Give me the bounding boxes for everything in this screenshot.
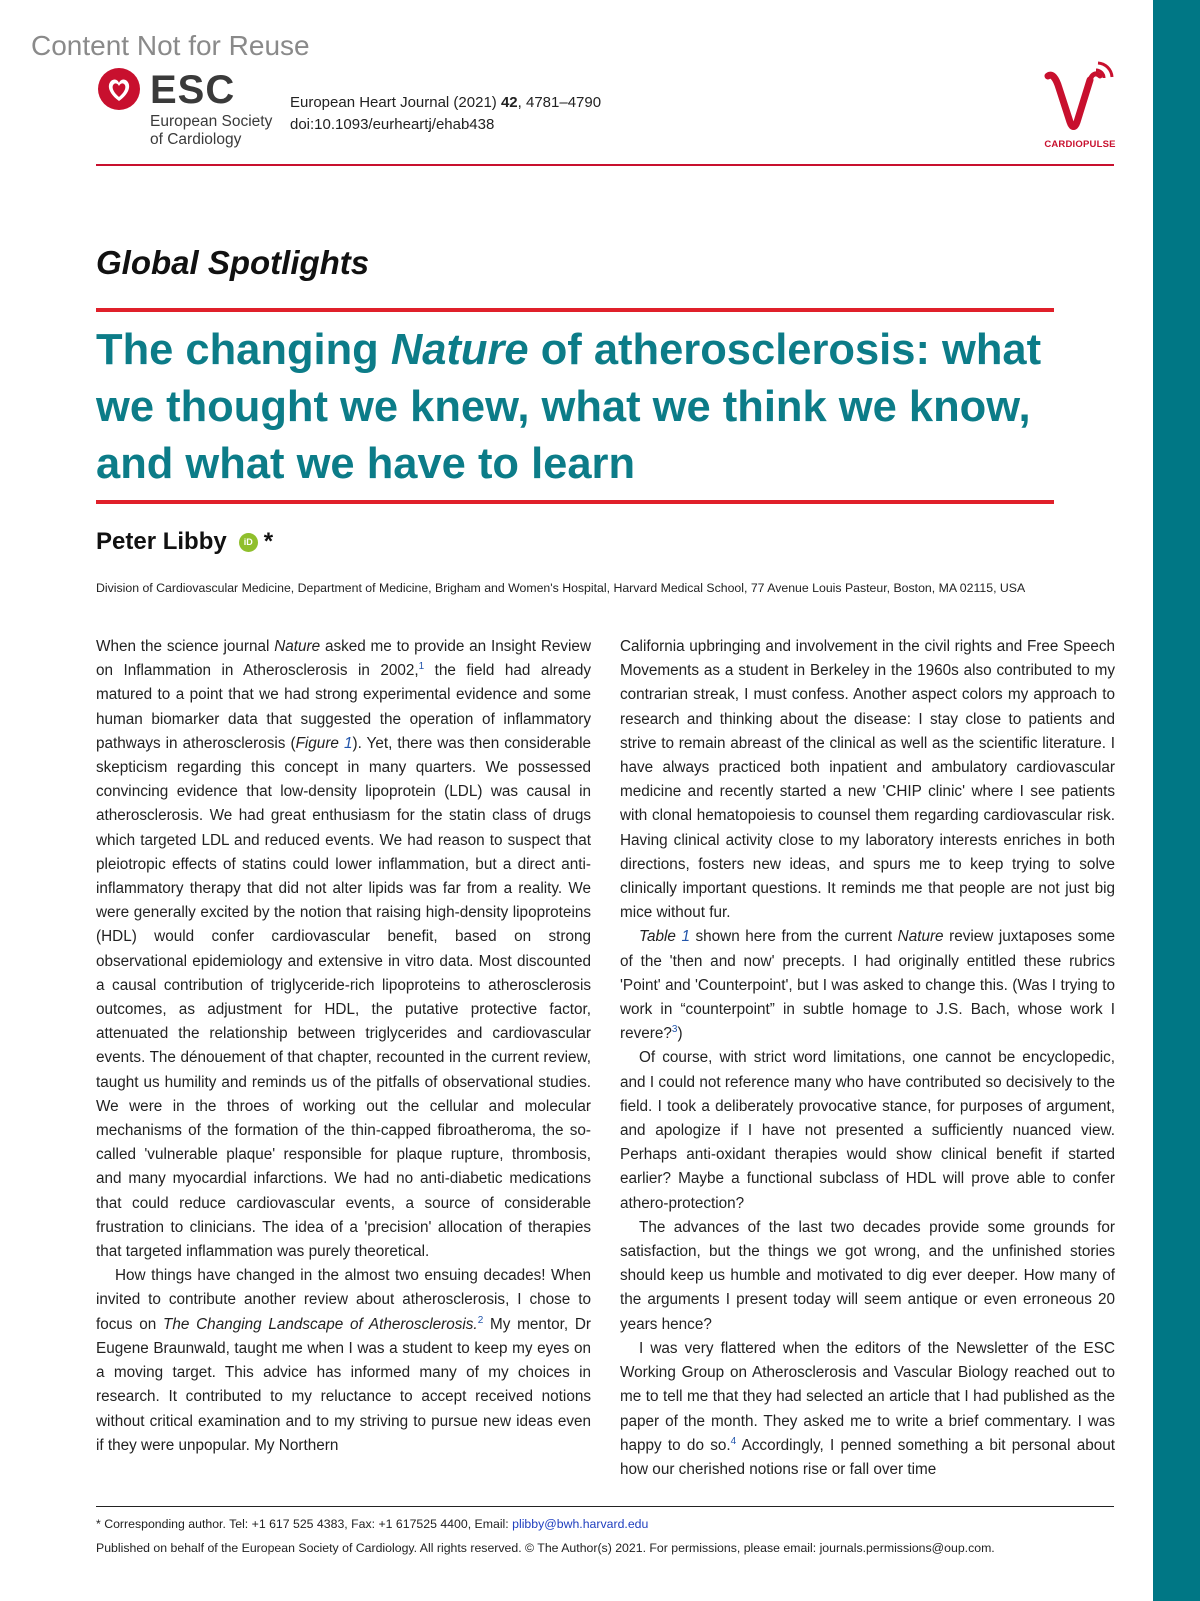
title-rule-bottom [96, 500, 1054, 504]
journal-name: European Heart Journal (2021) [290, 94, 501, 111]
section-label: Global Spotlights [96, 244, 370, 281]
title-rule-top [96, 308, 1054, 312]
footnote-rule [96, 1506, 1114, 1507]
reference-link[interactable]: 3 [671, 1024, 678, 1036]
journal-citation [290, 92, 601, 136]
table-link[interactable]: Table 1 [639, 928, 690, 946]
affiliation: Division of Cardiovascular Medicine, Department of Medicine, Brigham and Women's Hospital, Harvard Medical School, 77 Avenue Louis Pasteur, Boston, MA 02115, USA [96, 581, 1026, 595]
esc-logo [96, 66, 286, 152]
reference-link[interactable]: 1 [418, 661, 425, 673]
author-name: Peter Libby [96, 528, 227, 555]
cardiopulse-icon [1040, 60, 1120, 138]
watermark: Content Not for Reuse [31, 30, 310, 61]
corresponding-mark: * [263, 528, 274, 555]
journal-volume: 42 [500, 94, 518, 111]
email-link[interactable]: plibby@bwh.harvard.edu [512, 1517, 649, 1531]
paragraph: The advances of the last two decades provide some grounds for satisfaction, but the things we got wrong, and the unfinished stories should keep us humble and motivated to dig ever deeper. How many of the arguments I present today will seem antique or even erroneous 20 years hence? [620, 1218, 1115, 1333]
journal-pages: , 4781–4790 [517, 94, 602, 111]
orcid-icon[interactable]: iD [239, 533, 258, 552]
esc-subtitle-2: of Cardiology [150, 131, 242, 148]
corresponding-author-footnote: * Corresponding author. Tel: +1 617 525 4383, Fax: +1 617525 4400, Email: plibby@bwh.harvard.edu [96, 1517, 649, 1531]
paragraph: California upbringing and involvement in the civil rights and Free Speech Movements as a student in Berkeley in the 1960s also contributed to my contrarian streak, I must confess. Another aspect colors my approach to research and thinking about the disease: I stay close to patients and strive to remain abreast of the clinical as well as the scientific literature. I have always practiced both inpatient and ambulatory cardiovascular medicine and recently started a new 'CHIP clinic' where I see patients with clonal hematopoiesis to counsel them regarding cardiovascular risk. Having clinical activity close to my laboratory interests enriches in both directions, fosters new ideas, and spurs me to keep trying to solve clinically important questions. It reminds me that people are not just big mice without fur. [620, 638, 1115, 922]
header-rule [96, 164, 1114, 166]
cardiopulse-logo [1040, 60, 1120, 152]
paragraph: How things have changed in the almost two ensuing decades! When invited to contribute another review about atherosclerosis, I chose to focus on The Changing Landscape of Atherosclerosis.$^2$ My mentor, Dr Eugene Braunwald, taught me when I was a student to keep my eyes on a moving target. This advice has informed many of my choices in research. It contributed to my reluctance to accept received notions without critical examination and to my striving to pursue new ideas even if they were unpopular. My Northern [96, 1267, 591, 1454]
esc-subtitle-1: European Society [150, 113, 273, 130]
paragraph: I was very flattered when the editors of the Newsletter of the ESC Working Group on Atherosclerosis and Vascular Biology reached out to me to tell me that they had selected an article that I had published as the paper of the month. They asked me to write a brief commentary. I was happy to do so.$^4$ Accordingly, I penned something a bit personal about how our cherished notions rise or fall over time [620, 1339, 1115, 1478]
figure-link[interactable]: Figure 1 [295, 734, 353, 752]
teal-side-bar [1153, 0, 1200, 1601]
author-line [96, 528, 273, 556]
copyright-footnote: Published on behalf of the European Society of Cardiology. All rights reserved. © The Author(s) 2021. For permissions, please email: journals.permissions@oup.com. [96, 1541, 995, 1555]
heart-icon [96, 66, 142, 112]
reference-link[interactable]: 4 [730, 1435, 737, 1447]
cardiopulse-label: CARDIOPULSE [1044, 139, 1116, 150]
article-title: The changing Nature of atherosclerosis: what we thought we knew, what we think we know, and what we have to learn [96, 326, 1042, 488]
body-column-left [96, 635, 591, 1458]
reference-link[interactable]: 2 [477, 1314, 484, 1326]
doi[interactable]: doi:10.1093/eurheartj/ehab438 [290, 116, 495, 133]
paragraph: Of course, with strict word limitations, one cannot be encyclopedic, and I could not reference many who have contributed so decisively to the field. I took a deliberately provocative stance, for purposes of argument, and apologize if I have not presented a sufficiently nuanced view. Perhaps anti-oxidant therapies would show clinical benefit if started earlier? Maybe a functional subclass of HDL will prove able to confer athero-protection? [620, 1049, 1115, 1212]
body-column-right [620, 635, 1115, 1482]
esc-wordmark: ESC [150, 68, 236, 112]
paragraph: When the science journal Nature asked me to provide an Insight Review on Inflammation in Atherosclerosis in 2002,$^1$ the field had already matured to a point that we had strong experimental evidence and some human biomarker data that suggested the operation of inflammatory pathways in atherosclerosis (Figure 1). Yet, there was then considerable skepticism regarding this concept in many quarters. We possessed convincing evidence that low-density lipoprotein (LDL) was causal in atherosclerosis. We had great enthusiasm for the statin class of drugs which targeted LDL and reduced events. We had reason to suspect that pleiotropic effects of statins could lower inflammation, but a direct anti-inflammatory therapy that did not alter lipids was far from a reality. We were generally excited by the notion that raising high-density lipoproteins (HDL) would confer cardiovascular benefit, based on strong observational epidemiology and extensive in vitro data. Most discounted a causal contribution of triglyceride-rich lipoproteins to atherosclerosis outcomes, as adjustment for HDL, the putative protective factor, attenuated the relationship between triglycerides and cardiovascular events. The dénouement of that chapter, recounted in the current review, taught us humility and reminds us of the pitfalls of observational studies. We were in the throes of working out the cellular and molecular mechanisms of the formation of the thin-capped fibroatheroma, the so-called 'vulnerable plaque' responsible for plaque rupture, thrombosis, and many myocardial infarctions. We had no anti-diabetic medications that could reduce cardiovascular events, a source of considerable frustration to clinicians. The idea of a 'precision' allocation of therapies that targeted inflammation was purely theoretical. [96, 638, 592, 1261]
paragraph: Table 1 shown here from the current Nature review juxtaposes some of the 'then and now' precepts. I had originally entitled these rubrics 'Point' and 'Counterpoint', but I was asked to change this. (Was I trying to work in “counterpoint” in subtle homage to J.S. Bach, whose work I revere?$^3$) [620, 928, 1115, 1043]
